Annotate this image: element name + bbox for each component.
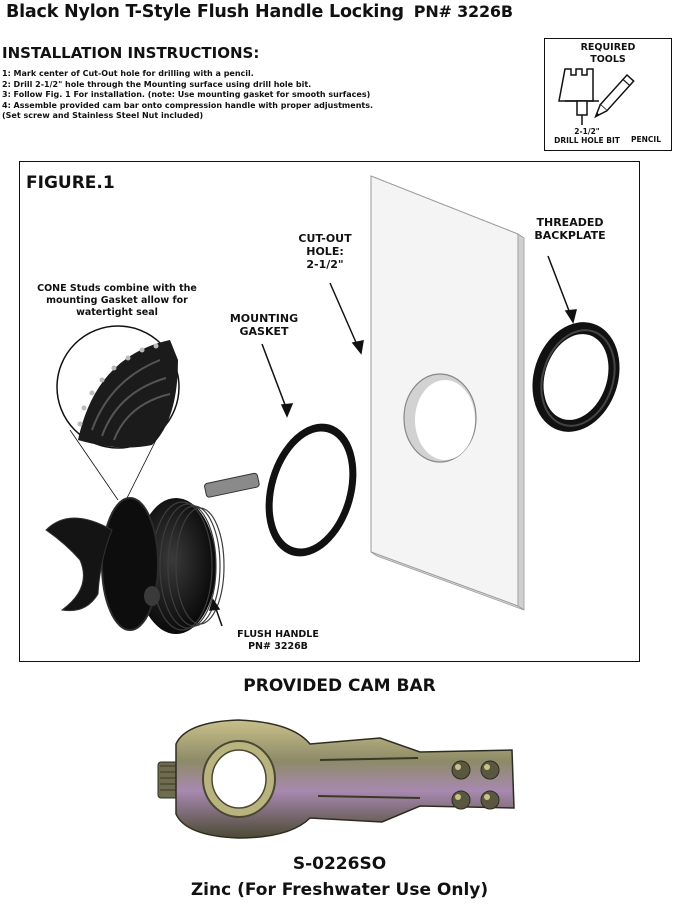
title-text: Black Nylon T-Style Flush Handle Locking <box>6 2 404 22</box>
mounting-gasket-ring <box>251 413 371 567</box>
cam-bar-part-number: S-0226SO <box>292 854 387 874</box>
instruction-step: 4: Assemble provided cam bar onto compression handle with proper adjustments. <box>2 100 374 110</box>
drill-bit-label: 2-1/2" DRILL HOLE BIT <box>554 127 620 145</box>
instruction-step: 2: Drill 2-1/2" hole through the Mounting surface using drill hole bit. <box>2 79 312 89</box>
cam-bar-material: Zinc (For Freshwater Use Only) <box>190 880 489 900</box>
instruction-step: 1: Mark center of Cut-Out hole for drilling with a pencil. <box>2 69 254 78</box>
flush-handle-label: FLUSH HANDLE PN# 3226B <box>237 629 319 652</box>
cone-studs-note: CONE Studs combine with the mounting Gasket allow for watertight seal <box>37 283 197 318</box>
flush-handle-assembly <box>46 473 260 634</box>
cone-studs-detail <box>57 326 179 500</box>
figure-title: FIGURE.1 <box>26 173 115 193</box>
instruction-note: (Set screw and Stainless Steel Nut included) <box>2 111 204 121</box>
backplate-label: THREADED BACKPLATE <box>534 216 606 242</box>
threaded-backplate-ring <box>519 311 633 443</box>
cam-bar-heading: PROVIDED CAM BAR <box>243 676 436 696</box>
mounting-panel <box>371 176 524 610</box>
gasket-label: MOUNTING GASKET <box>229 312 299 338</box>
cam-bar-illustration <box>158 720 514 838</box>
pencil-label: PENCIL <box>631 135 661 144</box>
instructions-heading: INSTALLATION INSTRUCTIONS: <box>2 44 260 62</box>
required-tools-title: REQUIRED TOOLS <box>580 42 636 65</box>
title-part-number: PN# 3226B <box>413 2 513 21</box>
cutout-hole-label: CUT-OUT HOLE: 2-1/2" <box>298 232 352 271</box>
instruction-step: 3: Follow Fig. 1 For installation. (note: Use mounting gasket for smooth surfaces) <box>2 90 371 100</box>
